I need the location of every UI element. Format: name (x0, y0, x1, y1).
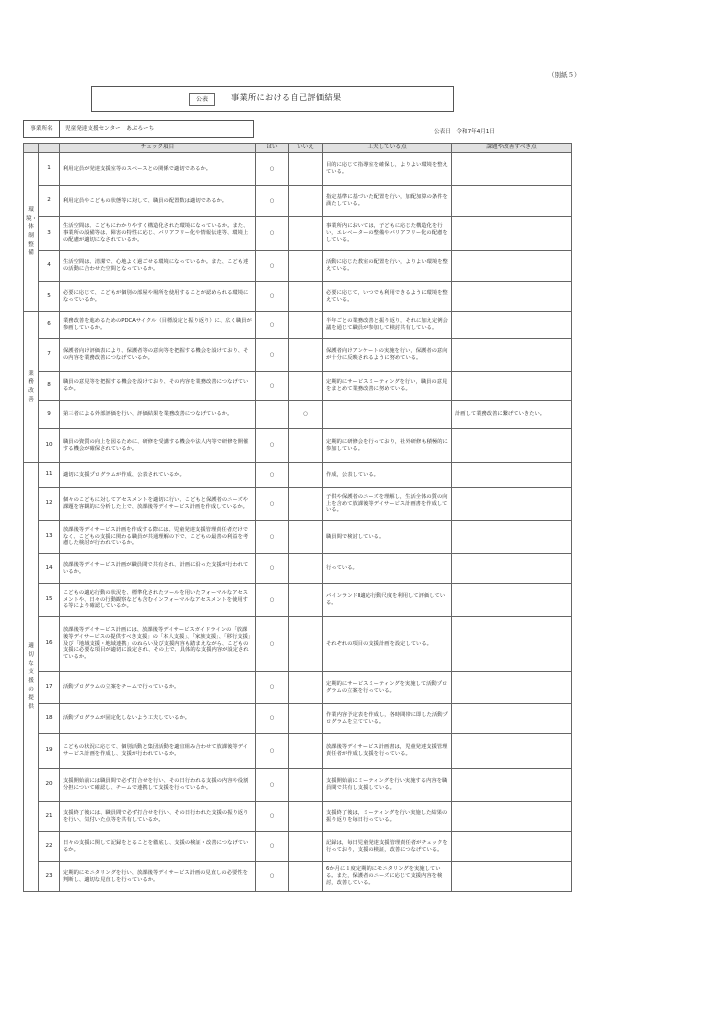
page-title: 事業所における自己評価結果 (231, 92, 342, 102)
check-item: 個々のこどもに対してアセスメントを適切に行い、こどもと保護者のニーズや課題を客観的に分析した上で、放課後等デイサービス計画を作成しているか。 (60, 488, 256, 521)
check-item: 生活空間は、こどもにわかりやすく構造化された環境になっているか。また、事業所の設備等は、障害の特性に応じ、バリアフリー化や情報伝達等、環境上の配慮が適切になされているか。 (60, 217, 256, 251)
improvement-note (452, 153, 572, 186)
yes-mark: ○ (256, 251, 289, 282)
effort-note: 保護者向けアンケートの実施を行い，保護者の意向が十分に反映されるように努めている。 (323, 339, 452, 372)
yes-mark: ○ (256, 672, 289, 704)
check-item: 保護者向け評価表により、保護者等の意向等を把握する機会を設けており、その内容を業務改善につなげているか。 (60, 339, 256, 372)
item-number: 2 (39, 186, 60, 217)
table-row (24, 862, 572, 892)
evaluation-table (23, 143, 572, 892)
header-category (24, 144, 39, 153)
item-number: 11 (39, 463, 60, 488)
yes-mark: ○ (256, 802, 289, 832)
header-improvement: 課題や改善すべき点 (452, 144, 572, 153)
effort-note: 6か月に１度定期的にモニタリングを実施している。また，保護者のニーズに応じて支援内容を検討，改善している。 (323, 862, 452, 892)
effort-note: 定期的に研修会を行っており，社外研修も積極的に参加している。 (323, 429, 452, 463)
facility-label: 事業所名 (23, 120, 60, 138)
item-number: 5 (39, 282, 60, 312)
table-row (24, 734, 572, 769)
item-number: 15 (39, 584, 60, 617)
effort-note: 指定基準に基づいた配置を行い，加配加算の条件を満たしている。 (323, 186, 452, 217)
improvement-note (452, 672, 572, 704)
yes-mark: ○ (256, 832, 289, 862)
yes-mark: ○ (256, 769, 289, 802)
improvement-note (452, 186, 572, 217)
form-number: （別紙５） (548, 71, 581, 79)
table-row (24, 217, 572, 251)
yes-mark: ○ (256, 617, 289, 672)
item-number: 17 (39, 672, 60, 704)
improvement-note (452, 463, 572, 488)
item-number: 14 (39, 554, 60, 584)
check-item: 定期的にモニタリングを行い、放課後等デイサービス計画の見直しの必要性を判断し、適切な見直しを行っているか。 (60, 862, 256, 892)
item-number: 16 (39, 617, 60, 672)
table-row (24, 672, 572, 704)
yes-mark: ○ (256, 372, 289, 401)
yes-mark: ○ (256, 734, 289, 769)
table-row (24, 153, 572, 186)
table-row (24, 463, 572, 488)
table-row (24, 429, 572, 463)
check-item: 放課後等デイサービス計画が職員間で共有され、計画に沿った支援が行われているか。 (60, 554, 256, 584)
category-label: 環境・体制整備 (24, 153, 39, 312)
effort-note: バインランドⅡ適応行動尺度を利用して評価している。 (323, 584, 452, 617)
table-row (24, 312, 572, 339)
item-number: 1 (39, 153, 60, 186)
item-number: 9 (39, 401, 60, 429)
table-row (24, 704, 572, 734)
check-item: 支援開始前には職員間で必ず打合せを行い、その日行われる支援の内容や役割分担について確認し、チームで連携して支援を行っているか。 (60, 769, 256, 802)
effort-note: 作業内容予定表を作成し，各時間帯に即した活動プログラムを立てている。 (323, 704, 452, 734)
effort-note: それぞれの項目の支援計画を設定している。 (323, 617, 452, 672)
no-mark (289, 282, 323, 312)
no-mark (289, 554, 323, 584)
no-mark (289, 251, 323, 282)
yes-mark: ○ (256, 153, 289, 186)
table-row (24, 339, 572, 372)
publication-tag: 公表 (189, 93, 215, 106)
item-number: 13 (39, 521, 60, 554)
effort-note: 定期的にサービスミーティングを行い，職員の意見をまとめて業務改善に努めている。 (323, 372, 452, 401)
effort-note: 子供や保護者のニーズを理解し，生活全体の質の向上を含めて放課後等デイサービス計画書を作成している。 (323, 488, 452, 521)
improvement-note (452, 488, 572, 521)
effort-note: 職員間で検討している。 (323, 521, 452, 554)
effort-note: 必要に応じて，いつでも利用できるように環境を整えている。 (323, 282, 452, 312)
improvement-note (452, 617, 572, 672)
no-mark (289, 672, 323, 704)
no-mark (289, 862, 323, 892)
check-item: こどもの状況に応じて、個別活動と集団活動を適宜組み合わせて放課後等デイサービス計画を作成し、支援が行われているか。 (60, 734, 256, 769)
effort-note: 放課後等デイサービス計画書は，児童発達支援管理責任者が作成し支援を行っている。 (323, 734, 452, 769)
header-yes: はい (256, 144, 289, 153)
improvement-note (452, 312, 572, 339)
check-item: 生活空間は、清潔で、心地よく過ごせる環境になっているか。また、こども達の活動に合わせた空間となっているか。 (60, 251, 256, 282)
effort-note: 活動に応じた教室の配置を行い，よりよい環境を整えている。 (323, 251, 452, 282)
no-mark (289, 832, 323, 862)
item-number: 8 (39, 372, 60, 401)
effort-note: 記録は，毎日児童発達支援管理責任者がチェックを行っており，支援の検証，改善につなげている。 (323, 832, 452, 862)
item-number: 12 (39, 488, 60, 521)
no-mark (289, 802, 323, 832)
check-item: 活動プログラムの立案をチームで行っているか。 (60, 672, 256, 704)
improvement-note (452, 734, 572, 769)
table-row (24, 372, 572, 401)
effort-note: 事業所内においては，子どもに応じた構造化を行い，エレベーターの整備やバリアフリー化の配慮をしている。 (323, 217, 452, 251)
check-item: 放課後等デイサービス計画を作成する際には、児童発達支援管理責任者だけでなく、こどもの支援に関わる職員が共通理解の下で、こどもの最善の利益を考慮した検討が行われているか。 (60, 521, 256, 554)
improvement-note (452, 832, 572, 862)
check-item: 業務改善を進めるためのPDCAサイクル（目標設定と振り返り）に、広く職員が参画しているか。 (60, 312, 256, 339)
check-item: 日々の支援に関して記録をとることを徹底し、支援の検証・改善につなげているか。 (60, 832, 256, 862)
yes-mark: ○ (256, 704, 289, 734)
header-check-item: チェック項目 (60, 144, 256, 153)
table-row (24, 488, 572, 521)
table-row (24, 282, 572, 312)
improvement-note (452, 521, 572, 554)
item-number: 4 (39, 251, 60, 282)
check-item: 適切に支援プログラムが作成、公表されているか。 (60, 463, 256, 488)
check-item: こどもの適応行動の状況を、標準化されたツールを用いたフォーマルなアセスメントや、日々の行動観察なども含むインフォーマルなアセスメントを使用する等により確認しているか。 (60, 584, 256, 617)
item-number: 10 (39, 429, 60, 463)
table-row (24, 186, 572, 217)
improvement-note (452, 251, 572, 282)
check-item: 放課後等デイサービス計画には、放課後等デイサービスガイドラインの「放課後等デイサービスの提供すべき支援」の「本人支援」、「家族支援」、「移行支援」及び「地域支援・地域連携」のねらい及び支援内容も踏まえながら、こどもの支援に必要な項目が適切に設定され、その上で、具体的な支援内容が設定されているか。 (60, 617, 256, 672)
improvement-note (452, 429, 572, 463)
category-label: 業務改善 (24, 312, 39, 463)
improvement-note (452, 282, 572, 312)
improvement-note (452, 862, 572, 892)
effort-note: 定期的にサービスミーティングを実施して活動プログラムの立案を行っている。 (323, 672, 452, 704)
check-item: 活動プログラムが固定化しないよう工夫しているか。 (60, 704, 256, 734)
table-row (24, 251, 572, 282)
check-item: 利用定員やこどもの状態等に対して、職員の配置数は適切であるか。 (60, 186, 256, 217)
no-mark (289, 429, 323, 463)
yes-mark: ○ (256, 521, 289, 554)
no-mark (289, 734, 323, 769)
improvement-note (452, 554, 572, 584)
improvement-note: 計画して業務改善に繋げていきたい。 (452, 401, 572, 429)
item-number: 18 (39, 704, 60, 734)
yes-mark: ○ (256, 584, 289, 617)
yes-mark: ○ (256, 312, 289, 339)
effort-note: 支援終了後は，ミーティングを行い実施した結果の振り返りを毎日行っている。 (323, 802, 452, 832)
improvement-note (452, 339, 572, 372)
effort-note: 半年ごとの業務改善と振り返り，それに加え定例会議を通じて職員が参加して検討共有している。 (323, 312, 452, 339)
item-number: 3 (39, 217, 60, 251)
table-row (24, 832, 572, 862)
no-mark (289, 339, 323, 372)
yes-mark: ○ (256, 217, 289, 251)
yes-mark: ○ (256, 463, 289, 488)
check-item: 職員の資質の向上を図るために、研修を受講する機会や法人内等で研修を開催する機会が確保されているか。 (60, 429, 256, 463)
category-label: 適切な支援の提供 (24, 463, 39, 892)
item-number: 7 (39, 339, 60, 372)
no-mark (289, 153, 323, 186)
improvement-note (452, 802, 572, 832)
effort-note: 支援開始前にミーティングを行い実施する内容を職員間で共有し支援している。 (323, 769, 452, 802)
no-mark: ○ (289, 401, 323, 429)
yes-mark: ○ (256, 339, 289, 372)
yes-mark: ○ (256, 282, 289, 312)
item-number: 23 (39, 862, 60, 892)
no-mark (289, 584, 323, 617)
header-number (39, 144, 60, 153)
check-item: 利用定員が発達支援室等のスペースとの関係で適切であるか。 (60, 153, 256, 186)
item-number: 20 (39, 769, 60, 802)
table-row (24, 554, 572, 584)
item-number: 6 (39, 312, 60, 339)
yes-mark: ○ (256, 862, 289, 892)
table-row (24, 401, 572, 429)
item-number: 22 (39, 832, 60, 862)
no-mark (289, 312, 323, 339)
header-no: いいえ (289, 144, 323, 153)
check-item: 必要に応じて、こどもが個別の部屋や場所を使用することが認められる環境になっているか。 (60, 282, 256, 312)
no-mark (289, 617, 323, 672)
effort-note (323, 401, 452, 429)
effort-note: 行っている。 (323, 554, 452, 584)
table-row (24, 584, 572, 617)
table-row (24, 617, 572, 672)
improvement-note (452, 704, 572, 734)
improvement-note (452, 217, 572, 251)
effort-note: 作成，公表している。 (323, 463, 452, 488)
improvement-note (452, 769, 572, 802)
table-row (24, 769, 572, 802)
effort-note: 目的に応じて指導室を確保し，よりよい環境を整えている。 (323, 153, 452, 186)
check-item: 第三者による外部評価を行い、評価結果を業務改善につなげているか。 (60, 401, 256, 429)
table-row (24, 521, 572, 554)
yes-mark: ○ (256, 429, 289, 463)
table-header-row (24, 144, 572, 153)
check-item: 支援終了後には、職員間で必ず打合せを行い、その日行われた支援の振り返りを行い、気付いた点等を共有しているか。 (60, 802, 256, 832)
no-mark (289, 488, 323, 521)
item-number: 21 (39, 802, 60, 832)
yes-mark: ○ (256, 186, 289, 217)
no-mark (289, 704, 323, 734)
header-effort: 工夫している点 (323, 144, 452, 153)
no-mark (289, 463, 323, 488)
publication-date: 公表日 令和7年4月1日 (434, 129, 496, 135)
improvement-note (452, 584, 572, 617)
table-row (24, 802, 572, 832)
yes-mark: ○ (256, 554, 289, 584)
no-mark (289, 217, 323, 251)
yes-mark: ○ (256, 488, 289, 521)
yes-mark (256, 401, 289, 429)
improvement-note (452, 372, 572, 401)
no-mark (289, 186, 323, 217)
item-number: 19 (39, 734, 60, 769)
no-mark (289, 372, 323, 401)
no-mark (289, 521, 323, 554)
title-box (91, 86, 454, 112)
no-mark (289, 769, 323, 802)
facility-name: 児童発達支援センター あぶろーち (59, 120, 254, 138)
check-item: 職員の意見等を把握する機会を設けており、その内容を業務改善につなげているか。 (60, 372, 256, 401)
